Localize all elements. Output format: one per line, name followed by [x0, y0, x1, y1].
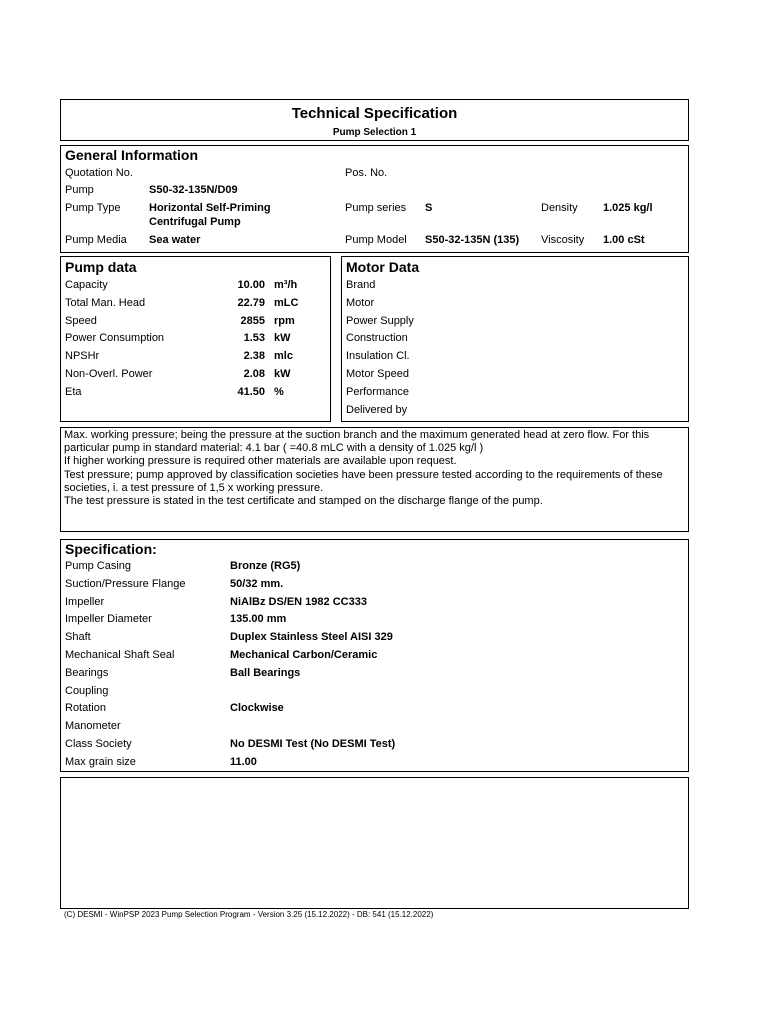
pump-data-unit: kW [274, 368, 291, 380]
spec-label: Impeller Diameter [65, 613, 152, 626]
spec-label: Bearings [65, 666, 109, 679]
pump-data-value: 10.00 [237, 279, 265, 291]
pump-media-value: Sea water [149, 234, 201, 246]
pump-type-label: Pump Type [65, 202, 121, 214]
spec-label: Class Society [65, 738, 132, 750]
general-information-section [60, 145, 689, 253]
title-box [60, 99, 689, 141]
pump-data-value: 2.08 [243, 368, 265, 380]
spec-value: Mechanical Carbon/Ceramic [230, 649, 378, 661]
pump-data-label: Power Consumption [65, 332, 165, 345]
motor-data-label: Motor [346, 296, 375, 309]
pump-model-label: Pump Model [345, 234, 407, 246]
viscosity-label: Viscosity [541, 234, 585, 246]
motor-data-label: Brand [346, 279, 376, 291]
pos-label: Pos. No. [345, 167, 388, 179]
pump-data-label: Non-Overl. Power [65, 368, 153, 380]
viscosity-value: 1.00 cSt [603, 234, 645, 246]
spec-label: Coupling [65, 684, 109, 697]
spec-value: NiAlBz DS/EN 1982 CC333 [230, 595, 367, 608]
motor-data-label: Insulation Cl. [346, 350, 410, 363]
pump-label: Pump [65, 184, 94, 196]
spec-label: Max grain size [65, 755, 136, 768]
note-line: Max. working pressure; being the pressure at the suction branch and the maximum generated head at zero flow. For this [64, 429, 650, 441]
spec-value: 135.00 mm [230, 613, 287, 626]
spec-label: Shaft [65, 631, 91, 644]
pump-value: S50-32-135N/D09 [149, 184, 238, 196]
footer-text: (C) DESMI - WinPSP 2023 Pump Selection Program - Version 3.25 (15.12.2022) - DB: 541 (15.12.2022) [64, 910, 434, 919]
quotation-label: Quotation No. [65, 167, 133, 179]
spec-value: No DESMI Test (No DESMI Test) [230, 738, 396, 750]
spec-value: Duplex Stainless Steel AISI 329 [230, 631, 393, 644]
pump-data-label: Total Man. Head [65, 296, 146, 309]
spec-label: Impeller [65, 595, 105, 608]
spec-label: Suction/Pressure Flange [65, 577, 186, 590]
motor-data-label: Construction [346, 332, 408, 345]
pump-data-value: 41.50 [237, 385, 265, 398]
spec-label: Mechanical Shaft Seal [65, 649, 175, 661]
density-value: 1.025 kg/l [603, 202, 653, 214]
pump-data-value: 2.38 [243, 350, 265, 363]
spec-value: Clockwise [230, 702, 284, 715]
pump-data-label: Speed [65, 314, 97, 327]
pump-data-unit: m³/h [274, 279, 298, 291]
motor-data-section [341, 256, 689, 422]
spec-value: 11.00 [230, 755, 257, 768]
density-label: Density [541, 202, 578, 214]
note-line: particular pump in standard material: 4.1 bar ( =40.8 mLC with a density of 1.025 kg/l ) [64, 442, 484, 455]
motor-data-label: Performance [346, 385, 409, 398]
spec-value: 50/32 mm. [230, 577, 284, 590]
spec-label: Manometer [65, 720, 121, 733]
pump-data-unit: kW [274, 332, 291, 345]
motor-data-label: Delivered by [346, 403, 408, 416]
pump-data-unit: mLC [274, 296, 299, 309]
pump-data-label: NPSHr [65, 350, 100, 363]
note-line: Test pressure; pump approved by classification societies have been pressure tested according to the requirements of these [64, 468, 663, 481]
note-line: If higher working pressure is required other materials are available upon request. [64, 455, 457, 468]
pump-data-unit: % [274, 385, 284, 398]
pump-series-label: Pump series [345, 202, 407, 214]
pump-data-value: 2855 [240, 314, 265, 327]
pump-data-heading: Pump data [65, 259, 137, 275]
spec-value: Ball Bearings [230, 666, 301, 679]
pump-series-value: S [425, 202, 433, 214]
pump-data-value: 22.79 [237, 296, 265, 309]
note-line: societies, i. a test pressure of 1,5 x working pressure. [64, 481, 324, 494]
page-subtitle: Pump Selection 1 [332, 127, 417, 138]
spec-label: Pump Casing [65, 560, 132, 572]
specification-section [60, 539, 689, 772]
general-information-heading: General Information [65, 147, 199, 163]
motor-data-label: Power Supply [346, 314, 414, 327]
pump-type-value-line1: Horizontal Self-Priming [149, 202, 271, 214]
pump-data-label: Capacity [65, 279, 108, 291]
pump-data-section [60, 256, 331, 422]
specification-heading: Specification: [65, 541, 157, 557]
note-line: The test pressure is stated in the test certificate and stamped on the discharge flange of the pump. [64, 495, 543, 507]
spec-label: Rotation [65, 702, 106, 715]
spec-value: Bronze (RG5) [230, 560, 301, 572]
pump-data-unit: mlc [274, 350, 293, 363]
pump-data-unit: rpm [274, 314, 295, 327]
pump-model-value: S50-32-135N (135) [425, 234, 520, 246]
pump-data-label: Eta [65, 385, 82, 398]
motor-data-label: Motor Speed [346, 368, 409, 380]
empty-section [60, 777, 689, 909]
page-title: Technical Specification [291, 105, 458, 122]
pump-type-value-line2: Centrifugal Pump [149, 216, 241, 228]
pump-media-label: Pump Media [65, 234, 127, 246]
notes-section [60, 427, 689, 532]
pump-data-value: 1.53 [243, 332, 265, 345]
motor-data-heading: Motor Data [346, 259, 420, 275]
